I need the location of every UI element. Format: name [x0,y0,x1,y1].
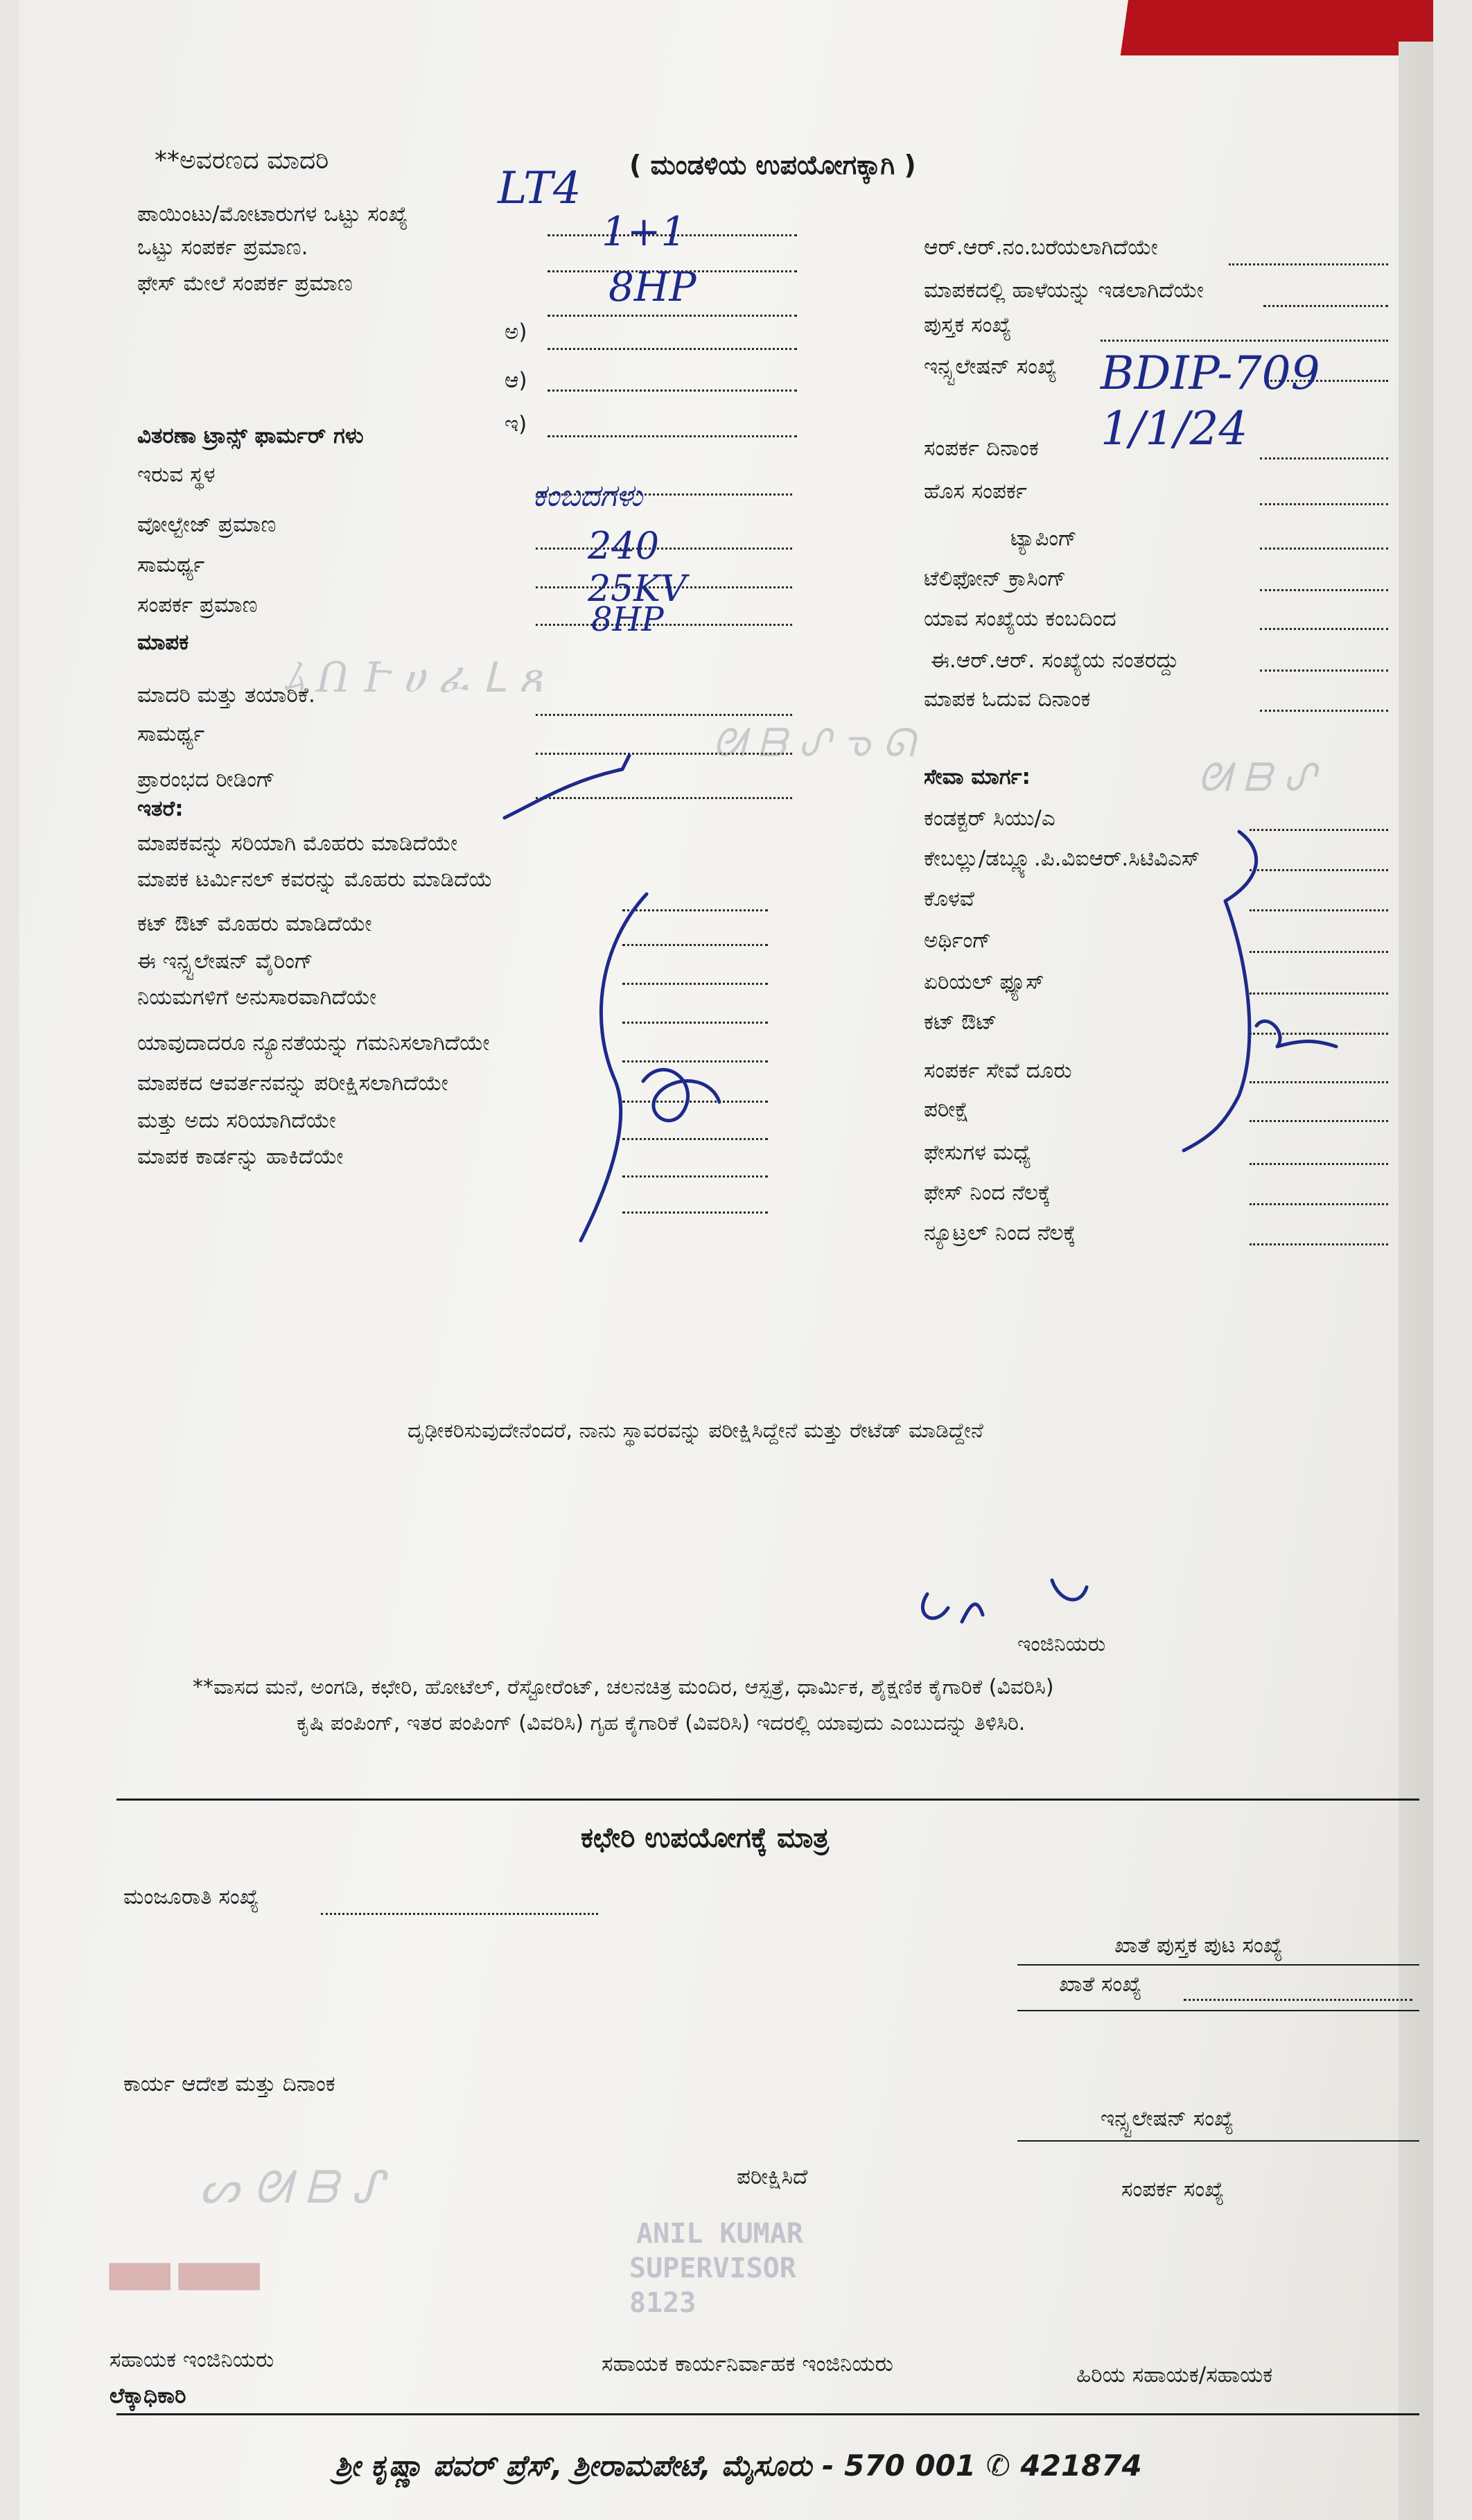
senior-asst-label: ಹಿರಿಯ ಸಹಾಯಕ/ಸಹಾಯಕ [1076,2363,1273,2388]
handwritten-points: 1+1 [602,208,687,255]
pen-marks-layer [19,0,1433,2520]
phase-a-label: ಅ) [505,320,527,344]
check-card-label: ಮಾಪಕ ಕಾರ್ಡನ್ನು ಹಾಕಿದೆಯೇ [137,1144,344,1169]
voltage-label: ವೋಲ್ಟೇಜ್ ಪ್ರಮಾಣ [137,512,277,537]
bleed-through-scribble: ᘛ ᗷ ᔑ [1198,755,1316,800]
model-make-label: ಮಾದರಿ ಮತ್ತು ತಯಾರಿಕೆ. [137,683,315,708]
faint-signature-scribble: ᔕ ᘛ ᗷ ᔑ [200,2162,383,2214]
neutral-earth-label: ನ್ಯೂಟ್ರಲ್ ನಿಂದ ನೆಲಕ್ಕೆ [924,1220,1076,1245]
office-installation-no-label: ಇನ್ಸ್ಟಲೇಷನ್ ಸಂಖ್ಯೆ [1101,2106,1234,2131]
service-route-label: ಸೇವಾ ಮಾರ್ಗ: [924,764,1031,789]
bleed-through-scribble: ᘛ ᗷ ᔑ ᓀ ᘏ [712,721,915,766]
meter-label: ಮಾಪಕ [137,630,189,655]
office-bottom-rule [116,2413,1419,2415]
declaration-text: ದೃಢೀಕರಿಸುವುದೇನೆಂದರೆ, ನಾನು ಸ್ಥಾವರವನ್ನು ಪರೀಕ್ಷಿಸಿದ್ದೇನೆ ಮತ್ತು ರೇಟೆಡ್ ಮಾಡಿದ್ದೇನೆ [408,1419,983,1443]
check-seal-label: ಮಾಪಕವನ್ನು ಸರಿಯಾಗಿ ಮೊಹರು ಮಾಡಿದೆಯೇ [137,831,458,856]
initial-reading-label: ಪ್ರಾರಂಭದ ರೀಡಿಂಗ್ [137,767,275,792]
asst-exec-engineer-label: ಸಹಾಯಕ ಕಾರ್ಯನಿರ್ವಾಹಕ ಇಂಜಿನಿಯರು [602,2352,893,2377]
checked-label: ಪರೀಕ್ಷಿಸಿದೆ [737,2164,808,2189]
check-rules-label: ನಿಯಮಗಳಿಗೆ ಅನುಸಾರವಾಗಿದೆಯೇ [137,985,377,1010]
handwritten-location: ಕಂಬದಗಳು [532,478,643,514]
points-motors-label: ಪಾಯಿಂಟು/ಮೋಟಾರುಗಳ ಒಟ್ಟು ಸಂಖ್ಯೆ [137,202,408,227]
check-correct-label: ಮತ್ತು ಅದು ಸರಿಯಾಗಿದೆಯೇ [137,1108,336,1133]
check-cutout-label: ಕಟ್ ಔಟ್ ಮೊಹರು ಮಾಡಿದೆಯೇ [137,911,372,936]
handwritten-capacity: 25KV [588,568,687,610]
office-use-heading: ಕಛೇರಿ ಉಪಯೋಗಕ್ಕೆ ಮಾತ್ರ [581,1822,830,1854]
telephone-crossing-label: ಟೆಲಿಫೋನ್ ಕ್ರಾಸಿಂಗ್ [924,566,1067,591]
footnote-line-1: **ವಾಸದ ಮನೆ, ಅಂಗಡಿ, ಕಛೇರಿ, ಹೋಟೆಲ್, ರೆಸ್ಟೋರೆಂಟ್, ಚಲನಚಿತ್ರ ಮಂದಿರ, ಆಸ್ಪತ್ರೆ, ಧಾರ್ಮಿಕ, ಶೈಕ್ಷಣಿಕ ಕೈಗಾರಿಕೆ (ವಿವರಿಸಿ) [193,1675,1054,1699]
sanction-no-field[interactable] [321,1913,598,1915]
meter-sheet-label: ಮಾಪಕದಲ್ಲಿ ಹಾಳೆಯನ್ನು ಇಡಲಾಗಿದೆಯೇ [924,278,1204,303]
tapping-label: ಟ್ಯಾಪಿಂಗ್ [1010,526,1077,551]
right-bracket-mark [1184,832,1256,1150]
check-terminal-label: ಮಾಪಕ ಟರ್ಮಿನಲ್ ಕವರನ್ನು ಮೊಹರು ಮಾಡಿದೆಯೆ [137,867,493,892]
officer-label: ಲೆಕ್ಕಾಧಿಕಾರಿ [109,2383,186,2408]
connected-load-label: ಸಂಪರ್ಕ ಪ್ರಮಾಣ [137,593,258,618]
reading-date-label: ಮಾಪಕ ಓದುವ ದಿನಾಂಕ [924,687,1091,712]
handwritten-category: LT4 [498,163,581,214]
rr-written-label: ಆರ್.ಆರ್.ನಂ.ಬರೆಯಲಾಗಿದೆಯೇ [924,235,1158,260]
enclosure-type-label: **ಅವರಣದ ಮಾದರಿ [155,146,329,175]
account-no-rule [1017,2010,1419,2011]
handwritten-date: 1/1/24 [1101,402,1248,455]
transformers-label: ವಿತರಣಾ ಟ್ರಾನ್ಸ್ ಫಾರ್ಮರ್ ಗಳು [137,423,364,448]
engineer-label: ಇಂಜಿನಿಯರು [1017,1632,1106,1656]
supervisor-stamp-name: ANIL KUMAR [636,2218,803,2250]
aerial-fuse-label: ಏರಿಯಲ್ ಫ್ಯೂಸ್ [924,970,1044,995]
supervisor-stamp-title: SUPERVISOR [629,2252,796,2284]
asst-engineer-label: ಸಹಾಯಕ ಇಂಜಿನಿಯರು [109,2347,274,2372]
office-installation-rule [1017,2140,1419,2142]
book-no-label: ಪುಸ್ತಕ ಸಂಖ್ಯೆ [924,313,1012,338]
after-rr-label: ಈ.ಆರ್.ಆರ್. ಸಂಖ್ಯೆಯ ನಂತರದ್ದು [931,648,1179,673]
phase-i-label: ಇ) [505,412,527,437]
engineer-initials-mark [922,1594,983,1622]
location-label: ಇರುವ ಸ್ಥಳ [137,462,216,487]
faint-red-stamp: ▇▇▇ ▇▇▇▇ [109,2259,260,2290]
engineer-tick-mark [1052,1580,1087,1600]
meter-capacity-label: ಸಾಮರ್ಥ್ಯ [137,721,205,746]
earthing-label: ಅರ್ಥಿಂಗ್ [924,928,992,953]
account-no-field[interactable] [1184,1999,1412,2001]
pipe-label: ಕೊಳವೆ [924,886,974,911]
connection-date-label: ಸಂಪರ್ಕ ದಿನಾಂಕ [924,436,1039,461]
handwritten-connected-load: 8HP [591,600,664,639]
connection-no-label: ಸಂಪರ್ಕ ಸಂಖ್ಯೆ [1121,2177,1225,2202]
check-defect-label: ಯಾವುದಾದರೂ ನ್ಯೂನತೆಯನ್ನು ಗಮನಿಸಲಾಗಿದೆಯೇ [137,1031,490,1056]
sanction-no-label: ಮಂಜೂರಾತಿ ಸಂಖ್ಯೆ [123,1884,259,1909]
ledger-page-rule [1017,1964,1419,1966]
cable-label: ಕೇಬಲ್ಲು/ಡಬ್ಲ್ಯೂ.ಪಿ.ವಿಐಆರ್.ಸಿಟಿವಿಎಸ್ [924,846,1200,871]
phase-earth-label: ಫೇಸ್ ನಿಂದ ನೆಲಕ್ಕೆ [924,1180,1051,1205]
installation-no-label: ಇನ್ಸ್ಟಲೇಷನ್ ಸಂಖ್ಯೆ [924,354,1058,379]
others-label: ಇತರೆ: [137,796,184,821]
pole-no-label: ಯಾವ ಸಂಖ್ಯೆಯ ಕಂಬದಿಂದ [924,606,1116,631]
handwritten-load: 8HP [608,263,696,310]
left-bracket-mark [581,894,647,1241]
application-form-page [19,0,1433,2520]
cutout-label: ಕಟ್ ಔಟ್ [924,1010,997,1035]
handwritten-installation-no: BDIP-709 [1101,347,1320,400]
left-signature-mark [643,1069,719,1120]
handwritten-voltage: 240 [588,524,660,568]
capacity-label: ಸಾಮರ್ಥ್ಯ [137,552,205,577]
check-frequency-label: ಮಾಪಕದ ಆವರ್ತನವನ್ನು ಪರೀಕ್ಷಿಸಲಾಗಿದೆಯೇ [137,1071,448,1096]
bleed-through-scribble: ﾑ Ո Ւ ሀ ፈ ᒪ ጸ [283,654,543,702]
right-signature-mark [1256,1021,1336,1047]
office-top-rule [116,1799,1419,1801]
board-use-heading: ( ಮಂಡಳಿಯ ಉಪಯೋಗಕ್ಕಾಗಿ ) [629,150,916,180]
phase-aa-label: ಆ) [505,368,527,393]
new-connection-label: ಹೊಸ ಸಂಪರ್ಕ [924,479,1027,504]
account-no-label: ಖಾತೆ ಸಂಖ್ಯೆ [1059,1972,1142,1997]
check-wiring-label: ಈ ಇನ್ಸ್ಟಲೇಷನ್ ವೈರಿಂಗ್ [137,949,313,974]
test-label: ಪರೀಕ್ಷೆ [924,1097,970,1122]
total-load-label: ಒಟ್ಟು ಸಂಪರ್ಕ ಪ್ರಮಾಣ. [137,235,308,260]
work-order-label: ಕಾರ್ಯ ಆದೇಶ ಮತ್ತು ದಿನಾಂಕ [123,2072,335,2097]
ledger-page-label: ಖಾತೆ ಪುಸ್ತಕ ಪುಟ ಸಂಖ್ಯೆ [1114,1933,1283,1958]
printer-imprint: ಶ್ರೀ ಕೃಷ್ಣಾ ಪವರ್ ಪ್ರೆಸ್, ಶ್ರೀರಾಮಪೇಟೆ, ಮೈಸೂರು - 570 001 ✆ 421874 [335,2449,1142,2483]
supervisor-stamp-number: 8123 [629,2287,696,2319]
footnote-line-2: ಕೃಷಿ ಪಂಪಿಂಗ್, ಇತರ ಪಂಪಿಂಗ್ (ವಿವರಿಸಿ) ಗೃಹ ಕೈಗಾರಿಕೆ (ವಿವರಿಸಿ) ಇದರಲ್ಲಿ ಯಾವುದು ಎಂಬುದನ್ನು ತಿಳಿಸಿರಿ. [297,1711,1026,1735]
phase-load-label: ಫೇಸ್ ಮೇಲೆ ಸಂಪರ್ಕ ಪ್ರಮಾಣ [137,271,353,296]
conductor-label: ಕಂಡಕ್ಟರ್ ಸಿಯು/ಎ [924,806,1055,831]
between-phases-label: ಫೇಸುಗಳ ಮಧ್ಯೆ [924,1140,1031,1165]
initial-reading-mark [505,755,629,818]
service-distance-label: ಸಂಪರ್ಕ ಸೇವೆ ದೂರು [924,1058,1072,1083]
